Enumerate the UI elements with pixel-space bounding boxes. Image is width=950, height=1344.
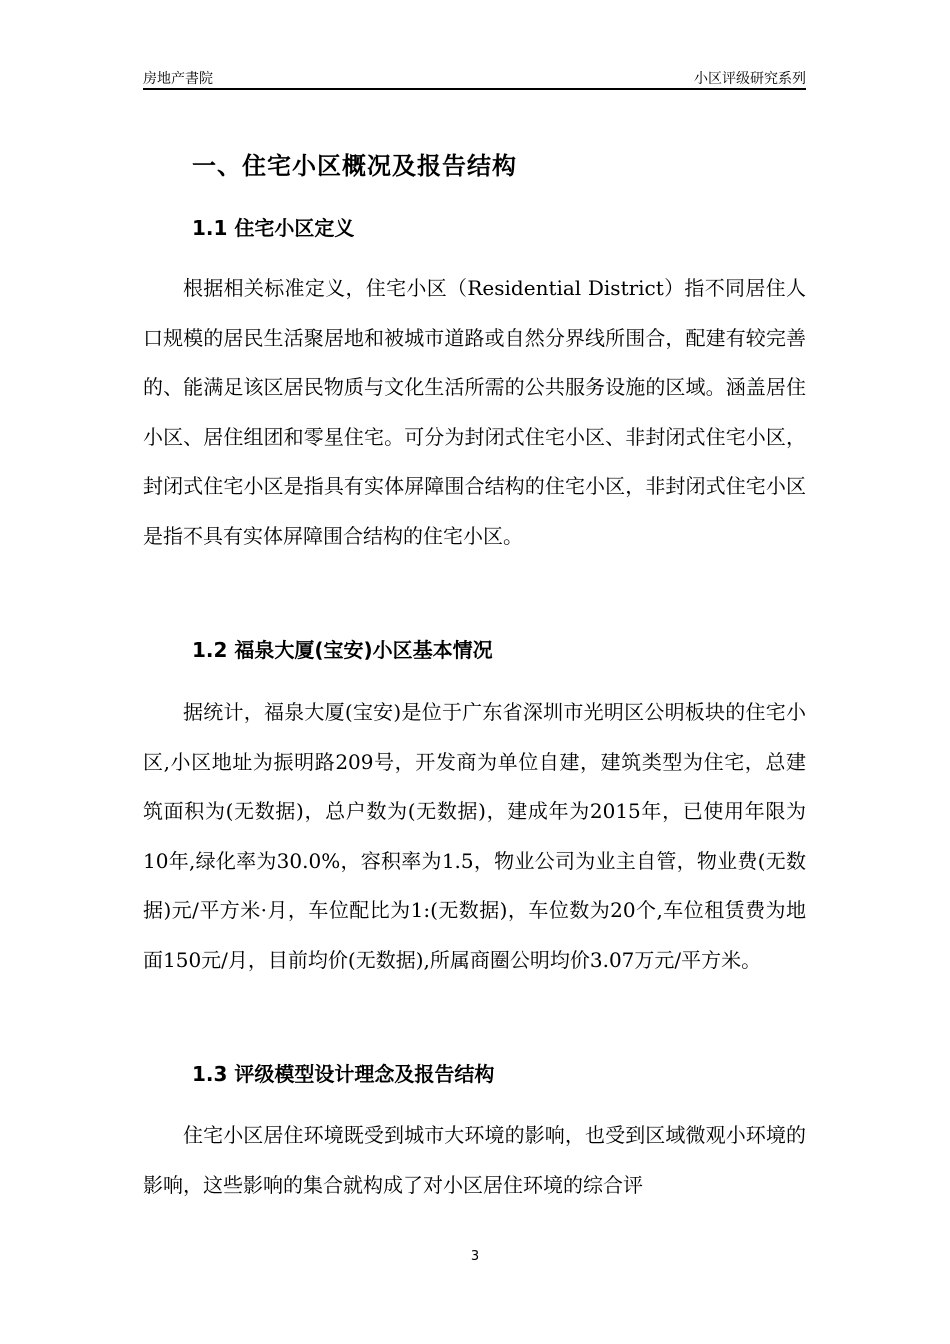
paragraph-1-3: 住宅小区居住环境既受到城市大环境的影响，也受到区域微观小环境的影响，这些影响的集合就构成了对小区居住环境的综合评	[143, 1123, 806, 1197]
heading-1-3: 1.3 评级模型设计理念及报告结构	[192, 1062, 495, 1086]
paragraph-1-1: 根据相关标准定义，住宅小区（Residential District）指不同居住人口规模的居民生活聚居地和被城市道路或自然分界线所围合，配建有较完善的、能满足该区居民物质与文化生活所需的公共服务设施的区域。涵盖居住小区、居住组团和零星住宅。可分为封闭式住宅小区、非封闭式住宅小区，封闭式住宅小区是指具有实体屏障围合结构的住宅小区，非封闭式住宅小区是指不具有实体屏障围合结构的住宅小区。	[143, 276, 806, 548]
heading-1-1: 1.1 住宅小区定义	[192, 216, 355, 240]
section-title: 一、住宅小区概况及报告结构	[192, 152, 517, 180]
page-number: 3	[470, 1249, 480, 1264]
heading-1-2: 1.2 福泉大厦(宝安)小区基本情况	[192, 638, 493, 662]
header-publisher: 房地产書院	[143, 71, 213, 87]
page-header	[143, 66, 806, 90]
paragraph-1-2: 据统计，福泉大厦(宝安)是位于广东省深圳市光明区公明板块的住宅小区,小区地址为振明路209号，开发商为单位自建，建筑类型为住宅，总建筑面积为(无数据)，总户数为(无数据)，建成年为2015年，已使用年限为10年,绿化率为30.0%，容积率为1.5，物业公司为业主自管，物业费(无数据)元/平方米·月，车位配比为1:(无数据)，车位数为20个,车位租赁费为地面150元/月，目前均价(无数据),所属商圈公明均价3.07万元/平方米。	[143, 700, 806, 972]
header-series: 小区评级研究系列	[694, 71, 806, 87]
